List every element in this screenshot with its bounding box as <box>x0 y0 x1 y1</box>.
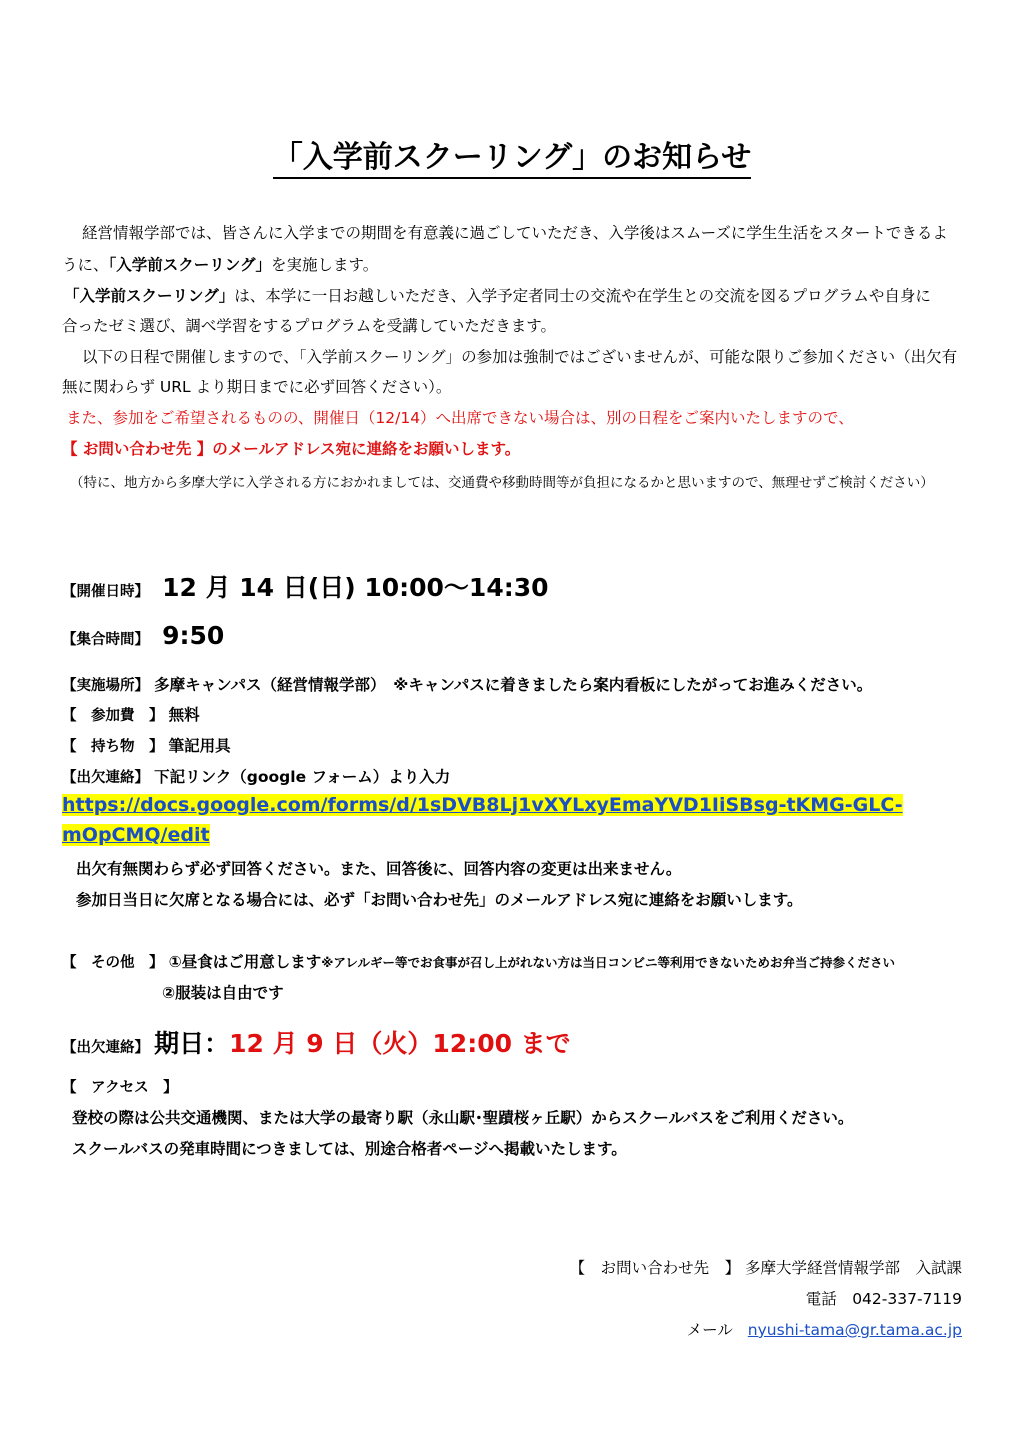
contact-mail-label: メール <box>686 1321 733 1339</box>
other-row <box>62 950 895 972</box>
deadline-prefix: 期日： <box>154 1029 230 1058</box>
intro-line-2: うに、「入学前スクーリング」を実施します。 <box>62 256 379 274</box>
intro-line-4: 合ったゼミ選び、調べ学習をするプログラムを受講していただきます。 <box>62 317 556 335</box>
intro-line-8: 【 お問い合わせ先 】のメールアドレス宛に連絡をお願いします。 <box>62 440 521 458</box>
access-label: 【 アクセス 】 <box>62 1080 178 1096</box>
rsvp-note-2: 参加日当日に欠席となる場合には、必ず「お問い合わせ先」のメールアドレス宛に連絡をお願いします。 <box>76 891 803 909</box>
event-date-label: 【開催日時】 <box>62 584 149 600</box>
rsvp-form-link[interactable]: https://docs.google.com/forms/d/1sDVB8Lj1vXYLxyEmaYVD1IiSBsg-tKMG-GLC- <box>62 794 903 816</box>
other-label: 【 その他 】 <box>62 955 164 971</box>
deadline-label: 【出欠連絡】 <box>62 1040 149 1056</box>
contact-office: 【 お問い合わせ先 】 多摩大学経営情報学部 入試課 <box>569 1259 962 1277</box>
fee-value: 無料 <box>168 706 200 724</box>
intro-note: （特に、地方から多摩大学に入学される方におかれましては、交通費や移動時間等が負担になるかと思いますので、無理せずご検討ください） <box>70 475 934 491</box>
belongings-row <box>62 734 231 756</box>
venue-value: 多摩キャンパス（経営情報学部） ※キャンパスに着きましたら案内看板にしたがってお進みください。 <box>154 676 873 694</box>
intro-line-7: また、参加をご希望されるものの、開催日（12/14）へ出席できない場合は、別の日程をご案内いたしますので、 <box>66 409 854 427</box>
rsvp-note-1: 出欠有無関わらず必ず回答ください。また、回答後に、回答内容の変更は出来ません。 <box>76 860 682 878</box>
rsvp-row <box>62 765 450 787</box>
contact-mail-link[interactable]: nyushi-tama@gr.tama.ac.jp <box>747 1321 962 1339</box>
contact-phone: 電話 042-337-7119 <box>805 1290 962 1308</box>
gather-time-row <box>62 621 224 650</box>
intro-line-3: 「入学前スクーリング」は、本学に一日お越しいただき、入学予定者同士の交流や在学生との交流を図るプログラムや自身に <box>64 287 931 305</box>
access-line-2: スクールバスの発車時間につきましては、別途合格者ページへ掲載いたします。 <box>72 1140 627 1158</box>
intro-line-5: 以下の日程で開催しますので、「入学前スクーリング」の参加は強制ではございませんが、可能な限りご参加ください（出欠有 <box>82 348 958 366</box>
other-item-1: ①昼食はご用意します <box>168 953 322 971</box>
rsvp-label: 【出欠連絡】 <box>62 770 149 786</box>
rsvp-value: 下記リンク（google フォーム）より入力 <box>154 768 451 786</box>
deadline-value: 12 月 9 日（火）12:00 まで <box>229 1029 571 1058</box>
deadline-row <box>62 1024 571 1060</box>
other-item-2: ②服装は自由です <box>162 984 284 1002</box>
intro-line-6: 無に関わらず URL より期日までに必ず回答ください）。 <box>62 378 452 396</box>
fee-label: 【 参加費 】 <box>62 708 164 724</box>
rsvp-form-link-cont[interactable]: mOpCMQ/edit <box>62 824 210 846</box>
gather-time-label: 【集合時間】 <box>62 632 149 648</box>
access-line-1: 登校の際は公共交通機関、または大学の最寄り駅（永山駅･聖蹟桜ヶ丘駅）からスクールバスをご利用ください。 <box>72 1109 854 1127</box>
belongings-value: 筆記用具 <box>168 737 231 755</box>
other-item-1-note: ※アレルギー等でお食事が召し上がれない方は当日コンビニ等利用できないためお弁当ご持参ください <box>321 955 896 970</box>
venue-label: 【実施場所】 <box>62 678 149 694</box>
venue-row <box>62 673 872 695</box>
event-date-row <box>62 568 549 604</box>
intro-line-1: 経営情報学部では、皆さんに入学までの期間を有意義に過ごしていただき、入学後はスムーズに学生生活をスタートできるよ <box>82 224 948 242</box>
gather-time-value: 9:50 <box>162 621 225 650</box>
fee-row <box>62 703 200 725</box>
page-title: 「入学前スクーリング」のお知らせ <box>0 132 1024 176</box>
event-date-value: 12 月 14 日(日) 10:00～14:30 <box>162 573 549 602</box>
contact-mail-row <box>687 1318 962 1340</box>
belongings-label: 【 持ち物 】 <box>62 739 164 755</box>
